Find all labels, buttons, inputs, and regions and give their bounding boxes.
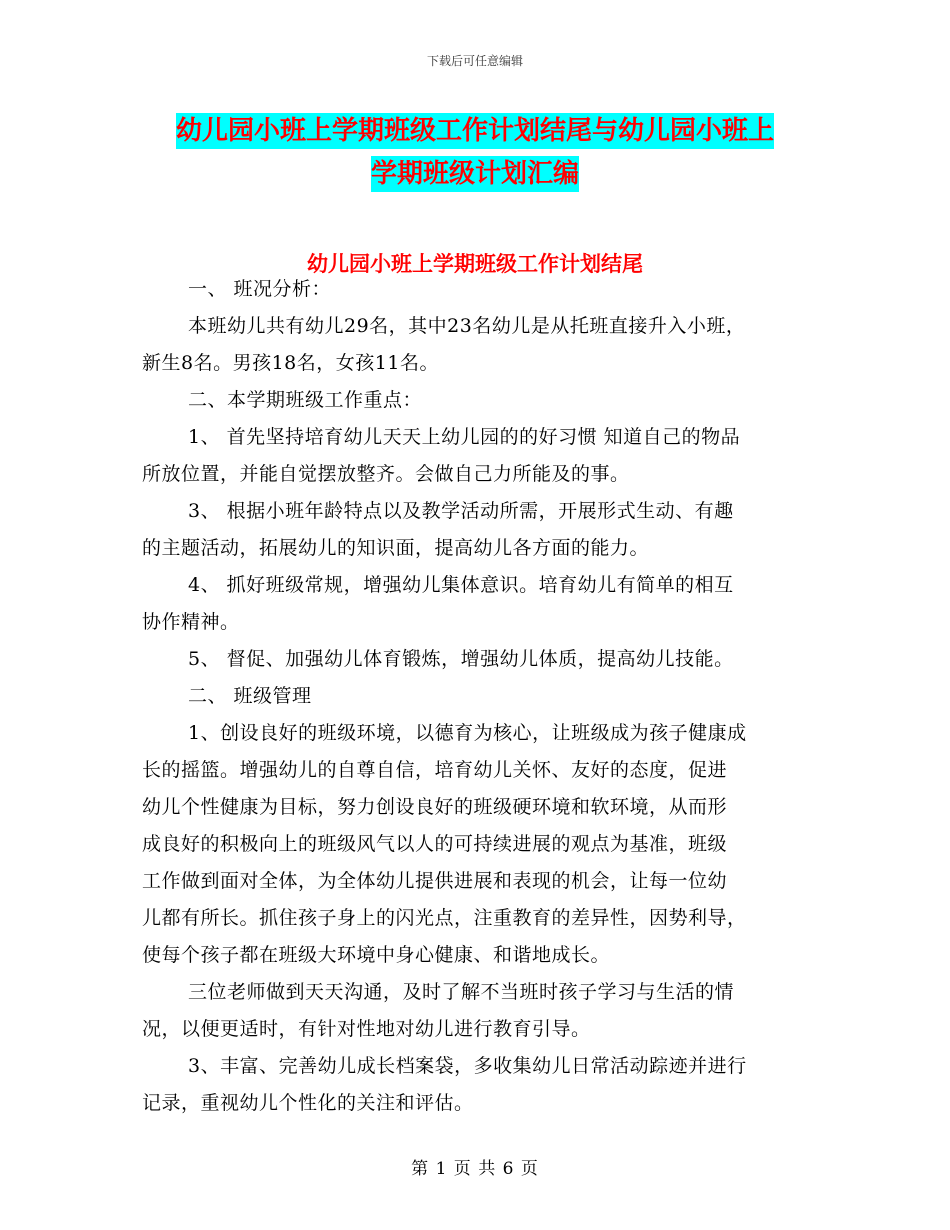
heading-class-analysis: 一、 班况分析：: [188, 278, 332, 300]
paragraph-line: 的主题活动，拓展幼儿的知识面，提高幼儿各方面的能力。: [142, 537, 650, 559]
paragraph-line: 成良好的积极向上的班级风气以人的可持续进展的观点为基准，班级: [142, 833, 728, 855]
section-title: 幼儿园小班上学期班级工作计划结尾: [307, 252, 643, 276]
paragraph-line: 三位老师做到天天沟通，及时了解不当班时孩子学习与生活的情: [188, 981, 735, 1003]
header-note: 下载后可任意编辑: [426, 54, 523, 68]
heading-work-focus: 二、本学期班级工作重点：: [188, 389, 423, 411]
paragraph-line: 协作精神。: [142, 611, 240, 633]
paragraph-line: 本班幼儿共有幼儿29名，其中23名幼儿是从托班直接升入小班，: [188, 315, 746, 337]
heading-class-management: 二、 班级管理: [188, 685, 312, 707]
paragraph-line: 长的摇篮。增强幼儿的自尊自信，培育幼儿关怀、友好的态度，促进: [142, 759, 728, 781]
paragraph-line: 新生8名。男孩18名，女孩11名。: [142, 352, 439, 374]
paragraph-line: 幼儿个性健康为目标，努力创设良好的班级硬环境和软环境，从而形: [142, 796, 728, 818]
paragraph-line: 记录，重视幼儿个性化的关注和评估。: [142, 1092, 474, 1114]
paragraph-line: 工作做到面对全体，为全体幼儿提供进展和表现的机会，让每一位幼: [142, 870, 728, 892]
paragraph-line: 况，以便更适时，有针对性地对幼儿进行教育引导。: [142, 1018, 591, 1040]
paragraph-line: 5、 督促、加强幼儿体育锻炼，增强幼儿体质，提高幼儿技能。: [188, 648, 734, 670]
document-title-line-1: 幼儿园小班上学期班级工作计划结尾与幼儿园小班上: [0, 112, 950, 150]
paragraph-line: 3、 根据小班年龄特点以及教学活动所需，开展形式生动、有趣: [188, 500, 734, 522]
paragraph-line: 3、丰富、完善幼儿成长档案袋，多收集幼儿日常活动踪迹并进行: [188, 1055, 747, 1077]
page-number-footer: 第 1 页 共 6 页: [411, 1159, 539, 1179]
paragraph-line: 儿都有所长。抓住孩子身上的闪光点，注重教育的差异性，因势利导，: [142, 907, 747, 929]
paragraph-line: 4、 抓好班级常规，增强幼儿集体意识。培育幼儿有简单的相互: [188, 574, 734, 596]
paragraph-line: 1、创设良好的班级环境，以德育为核心，让班级成为孩子健康成: [188, 722, 747, 744]
paragraph-line: 使每个孩子都在班级大环境中身心健康、和谐地成长。: [142, 944, 611, 966]
paragraph-line: 1、 首先坚持培育幼儿天天上幼儿园的的好习惯 知道自己的物品: [188, 426, 741, 448]
document-title-line-2: 学期班级计划汇编: [0, 155, 950, 193]
paragraph-line: 所放位置，并能自觉摆放整齐。会做自己力所能及的事。: [142, 463, 630, 485]
